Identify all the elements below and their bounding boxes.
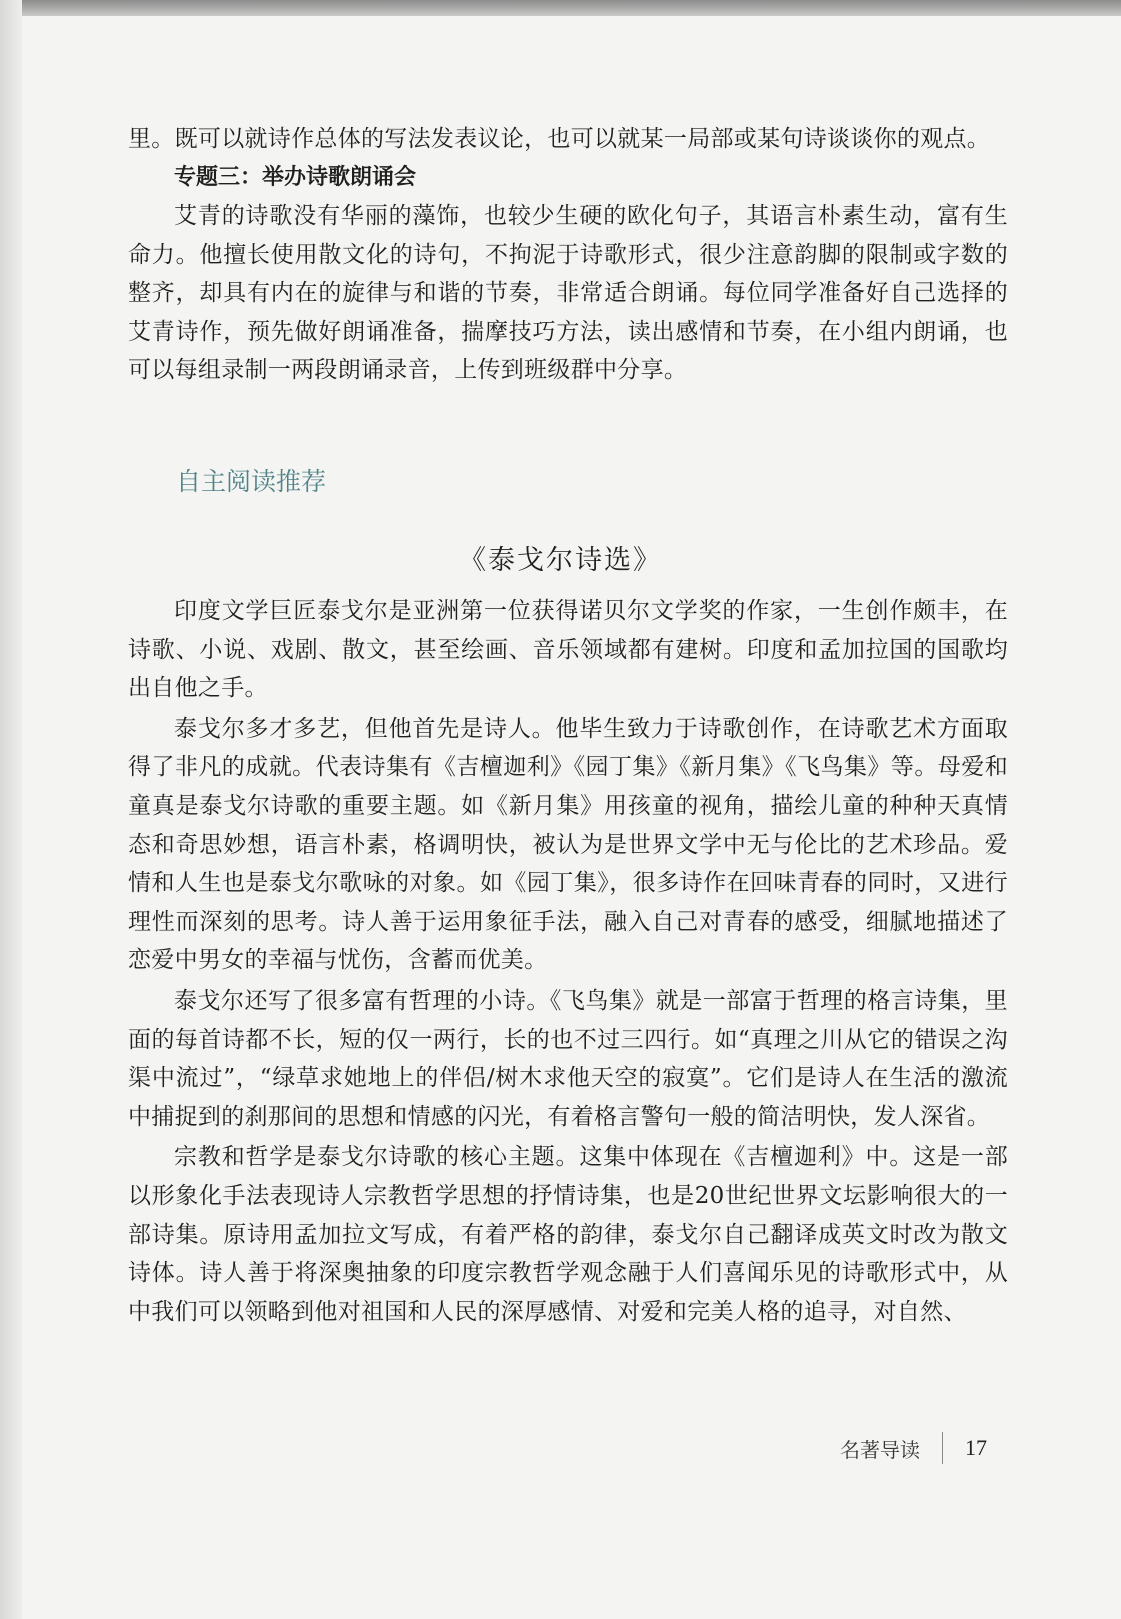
continued-paragraph: 里。既可以就诗作总体的写法发表议论，也可以就某一局部或某句诗谈谈你的观点。 — [128, 126, 991, 152]
body-paragraph: 印度文学巨匠泰戈尔是亚洲第一位获得诺贝尔文学奖的作家，一生创作颇丰，在诗歌、小说、戏剧、散文，甚至绘画、音乐领域都有建树。印度和孟加拉国的国歌均出自他之手。 — [128, 598, 1008, 702]
section-heading: 自主阅读推荐 — [176, 467, 327, 496]
body-paragraph: 宗教和哲学是泰戈尔诗歌的核心主题。这集中体现在《吉檀迦利》中。这是一部以形象化手法表现诗人宗教哲学思想的抒情诗集，也是20世纪世界文坛影响很大的一部诗集。原诗用孟加拉文写成，有着严格的韵律，泰戈尔自己翻译成英文时改为散文诗体。诗人善于将深奥抽象的印度宗教哲学观念融于人们喜闻乐见的诗歌形式中，从中我们可以领略到他对祖国和人民的深厚感情、对爱和完美人格的追寻，对自然、 — [128, 1144, 1008, 1325]
page-footer — [840, 1430, 987, 1466]
body-paragraph: 泰戈尔多才多艺，但他首先是诗人。他毕生致力于诗歌创作，在诗歌艺术方面取得了非凡的成就。代表诗集有《吉檀迦利》《园丁集》《新月集》《飞鸟集》等。母爱和童真是泰戈尔诗歌的重要主题。如《新月集》用孩童的视角，描绘儿童的种种天真情态和奇思妙想，语言朴素，格调明快，被认为是世界文学中无与伦比的艺术珍品。爱情和人生也是泰戈尔歌咏的对象。如《园丁集》，很多诗作在回味青春的同时，又进行理性而深刻的思考。诗人善于运用象征手法，融入自己对青春的感受，细腻地描述了恋爱中男女的幸福与忧伤，含蓄而优美。 — [128, 715, 1008, 974]
footer-divider — [942, 1432, 943, 1464]
book-introduction — [128, 592, 1008, 1331]
body-paragraph: 泰戈尔还写了很多富有哲理的小诗。《飞鸟集》就是一部富于哲理的格言诗集，里面的每首诗都不长，短的仅一两行，长的也不过三四行。如“真理之川从它的错误之沟渠中流过”，“绿草求她地上的伴侣/树木求他天空的寂寞”。它们是诗人在生活的激流中捕捉到的刹那间的思想和情感的闪光，有着格言警句一般的简洁明快，发人深省。 — [128, 987, 1008, 1130]
topic3-paragraph: 艾青的诗歌没有华丽的藻饰，也较少生硬的欧化句子，其语言朴素生动，富有生命力。他擅长使用散文化的诗句，不拘泥于诗歌形式，很少注意韵脚的限制或字数的整齐，却具有内在的旋律与和谐的节奏，非常适合朗诵。每位同学准备好自己选择的艾青诗作，预先做好朗诵准备，揣摩技巧方法，读出感情和节奏，在小组内朗诵，也可以每组录制一两段朗诵录音，上传到班级群中分享。 — [128, 203, 1008, 383]
topic3-heading: 专题三：举办诗歌朗诵会 — [174, 164, 417, 190]
footer-label: 名著导读 — [840, 1437, 920, 1462]
page-number: 17 — [965, 1435, 987, 1460]
scan-top-band — [22, 0, 1121, 16]
scan-left-shadow — [0, 0, 22, 1619]
book-title: 《泰戈尔诗选》 — [459, 545, 662, 576]
top-section — [128, 120, 1008, 390]
